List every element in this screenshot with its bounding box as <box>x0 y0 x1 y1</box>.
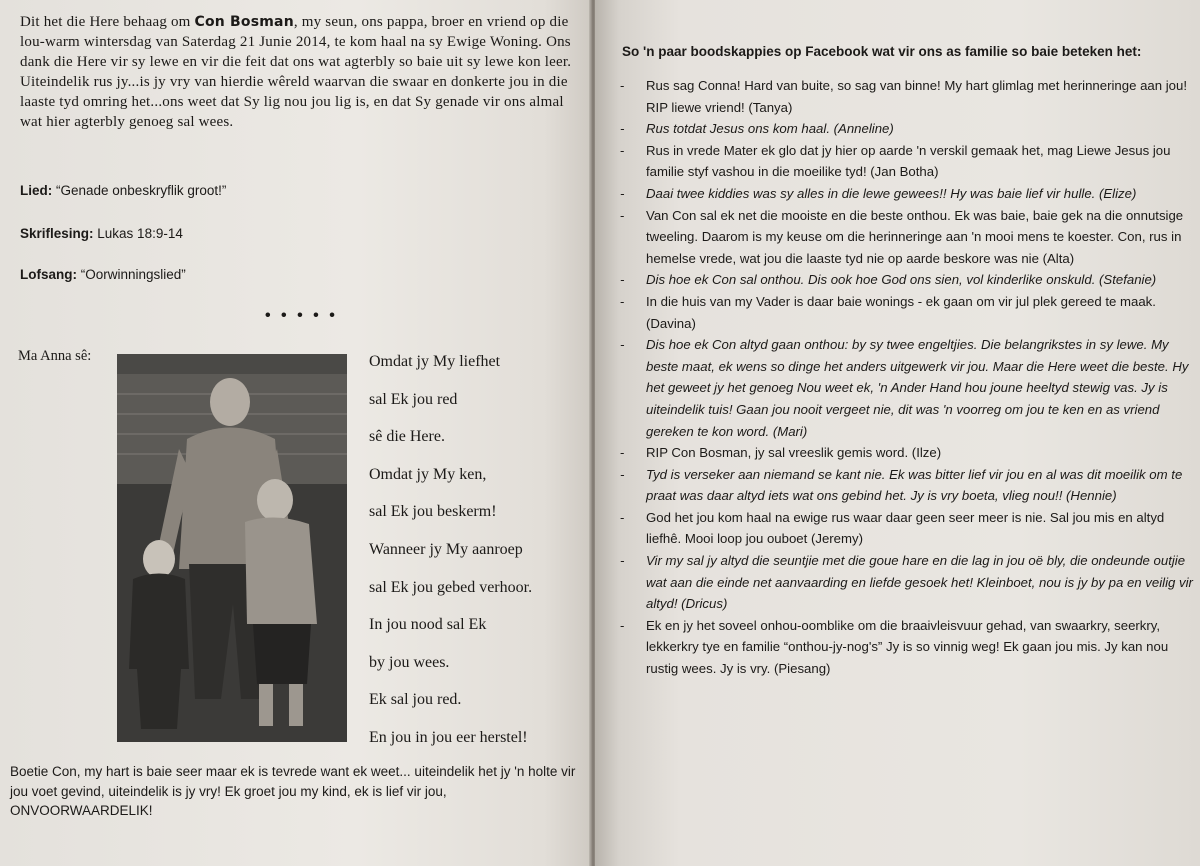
message-item: - Vir my sal jy altyd die seuntjie met die goue hare en die lag in jou oë bly, die ondeunde outjie wat aan die einde net aanvaarding en liefde gesoek het! Kleinboet, nou is jy by pa en veilig vir altyd! (Dricus) <box>618 550 1198 615</box>
verse-line: Omdat jy My liefhet <box>369 353 501 370</box>
verse-line: sal Ek jou gebed verhoor. <box>369 578 533 596</box>
message-item: - Ek en jy het soveel onhou-oomblike om die braaivleisvuur gehad, van swaarkry, seerkry, lekkerkry tye en familie “onthou-jy-nog's” Jy is so vinnig weg! Ek gaan jou mis. Jy kan nou rustig wees. Jy is vry. (Piesang) <box>618 615 1198 680</box>
verse-line: by jou wees. <box>369 653 450 671</box>
verse-line: sal Ek jou red <box>369 390 458 408</box>
service-scripture-value: Lukas 18:9-14 <box>93 226 183 241</box>
message-item: - Dis hoe ek Con sal onthou. Dis ook hoe God ons sien, vol kinderlike onskuld. (Stefanie) <box>618 269 1198 291</box>
verse-line: sê die Here. <box>369 428 445 446</box>
verse-line: Ek sal jou red. <box>369 691 462 709</box>
verse-attribution: Ma Anna sê: <box>18 348 92 364</box>
message-item: - Tyd is verseker aan niemand se kant nie. Ek was bitter lief vir jou en al was dit moeilik om te praat was daar altyd iets wat ons gebind het. Jy is vry boeta, vlieg nou!! (Hennie) <box>618 464 1198 507</box>
message-item: - RIP Con Bosman, jy sal vreeslik gemis word. (Ilze) <box>618 442 1198 464</box>
message-item: - God het jou kom haal na ewige rus waar daar geen seer meer is nie. Sal jou mis en altyd liefhê. Mooi loop jou ouboet (Jeremy) <box>618 507 1198 550</box>
facebook-messages-list <box>618 75 1198 680</box>
family-photo-image <box>117 354 347 742</box>
verse-poem <box>369 351 584 765</box>
message-item: - Daai twee kiddies was sy alles in die lewe gewees!! Hy was baie lief vir hulle. (Elize) <box>618 183 1198 205</box>
intro-paragraph <box>20 12 575 132</box>
section-separator: • • • • • <box>265 307 338 324</box>
verse-line: sal Ek jou beskerm! <box>369 503 497 521</box>
message-item: - Rus sag Conna! Hard van buite, so sag van binne! My hart glimlag met herinneringe aan jou! RIP liewe vriend! (Tanya) <box>618 75 1198 118</box>
left-page <box>0 0 591 866</box>
family-photo <box>117 354 347 742</box>
verse-line: In jou nood sal Ek <box>369 616 487 634</box>
verse-line: Wanneer jy My aanroep <box>369 540 523 558</box>
facebook-messages-heading: So 'n paar boodskappies op Facebook wat vir ons as familie so baie beteken het: <box>622 44 1142 59</box>
service-hymn-label: Lied: <box>20 183 53 198</box>
deceased-name: Con Bosman <box>194 14 294 30</box>
verse-line: En jou in jou eer herstel! <box>369 728 528 746</box>
service-scripture-label: Skriflesing: <box>20 226 94 241</box>
closing-message: Boetie Con, my hart is baie seer maar ek is tevrede want ek weet... uiteindelik het jy 'n holte vir jou voet gevind, uiteindelik is jy vry! Ek groet jou my kind, ek is lief vir jou, ONVOORWAARDELIK! <box>10 764 576 818</box>
service-hymn <box>20 183 226 198</box>
service-praise-value: “Oorwinningslied” <box>77 267 186 282</box>
service-scripture <box>20 226 183 241</box>
message-item: - Van Con sal ek net die mooiste en die beste onthou. Ek was baie, baie gek na die onnutsige tweeling. Daarom is my keuse om die herinneringe aan 'n mooi mens te koester. Con, rus in hemelse vrede, wat jou die laaste tyd nie op aarde beskore was nie (Alta) <box>618 205 1198 270</box>
intro-text-rest: , my seun, ons pappa, broer en vriend op die lou-warm wintersdag van Saterdag 21 Junie 2014, te kom haal na sy Ewige Woning. Ons dank die Here vir sy lewe en vir die feit dat ons wat agterbly so baie uit sy lewe kon leer. Uiteindelik rus jy...is jy vry van hierdie wêreld waarvan die swaar en donkerte jou in die laaste tyd omring het...ons weet dat Sy lig nou jou lig is, en dat Sy genade vir ons almal wat hier agterbly genoeg sal wees. <box>20 14 572 130</box>
message-item: - Rus in vrede Mater ek glo dat jy hier op aarde 'n verskil gemaak het, mag Liewe Jesus jou familie styf vashou in die moeilike tyd! (Jan Botha) <box>618 140 1198 183</box>
intro-text-start: Dit het die Here behaag om <box>20 14 195 30</box>
message-item: - In die huis van my Vader is daar baie wonings - ek gaan om vir jul plek gereed te maak. (Davina) <box>618 291 1198 334</box>
service-praise-song <box>20 267 186 282</box>
service-praise-label: Lofsang: <box>20 267 77 282</box>
verse-line: Omdat jy My ken, <box>369 465 487 483</box>
service-hymn-value: “Genade onbeskryflik groot!” <box>52 183 227 198</box>
message-item: - Rus totdat Jesus ons kom haal. (Anneline) <box>618 118 1198 140</box>
message-item: - Dis hoe ek Con altyd gaan onthou: by sy twee engeltjies. Die belangrikstes in sy lewe. My beste maat, ek wens so dinge het anders uitgewerk vir jou. Maar die Here weet die beste. Hy het geweet jy het genoeg Nou weet ek, 'n Ander Hand hou joune heeltyd stewig vas. Jy is uiteindelik tuis! Gaan jou nooit vergeet nie, dit was 'n voorreg om jou te ken en as vriend gereken te kon word. (Mari) <box>618 334 1198 442</box>
